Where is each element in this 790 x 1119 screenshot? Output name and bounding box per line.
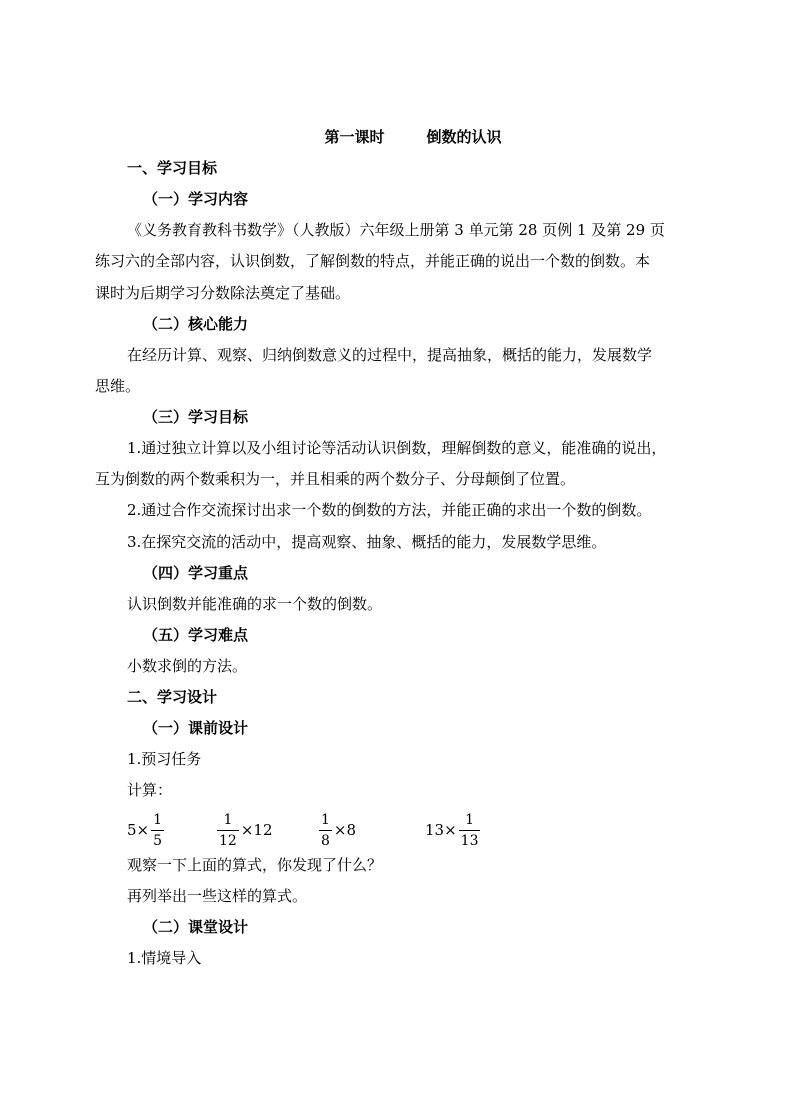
math-expression: $\frac{1}{12}$ ×12 bbox=[219, 811, 273, 849]
paragraph-line: 《义务教育教科书数学》（人教版）六年级上册第 3 单元第 28 页例 1 及第 29 页 bbox=[127, 221, 665, 239]
paragraph-line: 在经历计算、观察、归纳倒数意义的过程中，提高抽象，概括的能力，发展数学 bbox=[127, 346, 653, 364]
subheading-in-class: （二）课堂设计 bbox=[143, 918, 249, 936]
paragraph-line: 思维。 bbox=[95, 377, 141, 395]
list-item: 1.情境导入 bbox=[127, 949, 202, 967]
subheading-core-ability: （二）核心能力 bbox=[143, 315, 249, 333]
paragraph-line: 小数求倒的方法。 bbox=[127, 657, 248, 675]
list-item: 1.预习任务 bbox=[127, 750, 202, 768]
paragraph-line: 课时为后期学习分数除法奠定了基础。 bbox=[95, 284, 351, 302]
question-line: 观察一下上面的算式，你发现了什么？ bbox=[127, 856, 383, 874]
fraction: $\frac{1}{13}$ bbox=[460, 811, 479, 849]
section-heading-goals: 一、学习目标 bbox=[127, 159, 218, 177]
page-title bbox=[0, 126, 790, 147]
objective-item: 2.通过合作交流探讨出求一个数的倒数的方法，并能正确的求出一个数的倒数。 bbox=[127, 501, 652, 519]
objective-item: 1.通过独立计算以及小组讨论等活动认识倒数，理解倒数的意义，能准确的说出， bbox=[127, 439, 667, 457]
paragraph-line: 互为倒数的两个数乘积为一，并且相乘的两个数分子、分母颠倒了位置。 bbox=[95, 470, 576, 488]
math-expression: $\frac{1}{8}$ ×8 bbox=[321, 811, 357, 849]
subheading-preclass: （一）课前设计 bbox=[143, 719, 249, 737]
subheading-key-points: （四）学习重点 bbox=[143, 564, 249, 582]
fraction: $\frac{1}{5}$ bbox=[153, 811, 163, 849]
lesson-topic: 倒数的认识 bbox=[426, 128, 502, 146]
paragraph-line: 认识倒数并能准确的求一个数的倒数。 bbox=[127, 595, 383, 613]
section-heading-design: 二、学习设计 bbox=[127, 688, 218, 706]
math-expression: 5× $\frac{1}{5}$ bbox=[127, 811, 163, 849]
fraction: $\frac{1}{8}$ bbox=[321, 811, 330, 849]
question-line: 再列举出一些这样的算式。 bbox=[127, 887, 308, 905]
paragraph-line: 计算： bbox=[127, 781, 173, 799]
subheading-objectives: （三）学习目标 bbox=[143, 408, 249, 426]
paragraph-line: 练习六的全部内容，认识倒数，了解倒数的特点，并能正确的说出一个数的倒数。本 bbox=[95, 252, 651, 270]
objective-item: 3.在探究交流的活动中，提高观察、抽象、概括的能力，发展数学思维。 bbox=[127, 533, 607, 551]
subheading-content: （一）学习内容 bbox=[143, 190, 249, 208]
fraction-expressions bbox=[127, 808, 527, 852]
fraction: $\frac{1}{12}$ bbox=[219, 811, 237, 849]
lesson-label: 第一课时 bbox=[324, 128, 385, 146]
math-expression: 13× $\frac{1}{13}$ bbox=[425, 811, 479, 849]
subheading-difficulties: （五）学习难点 bbox=[143, 626, 249, 644]
